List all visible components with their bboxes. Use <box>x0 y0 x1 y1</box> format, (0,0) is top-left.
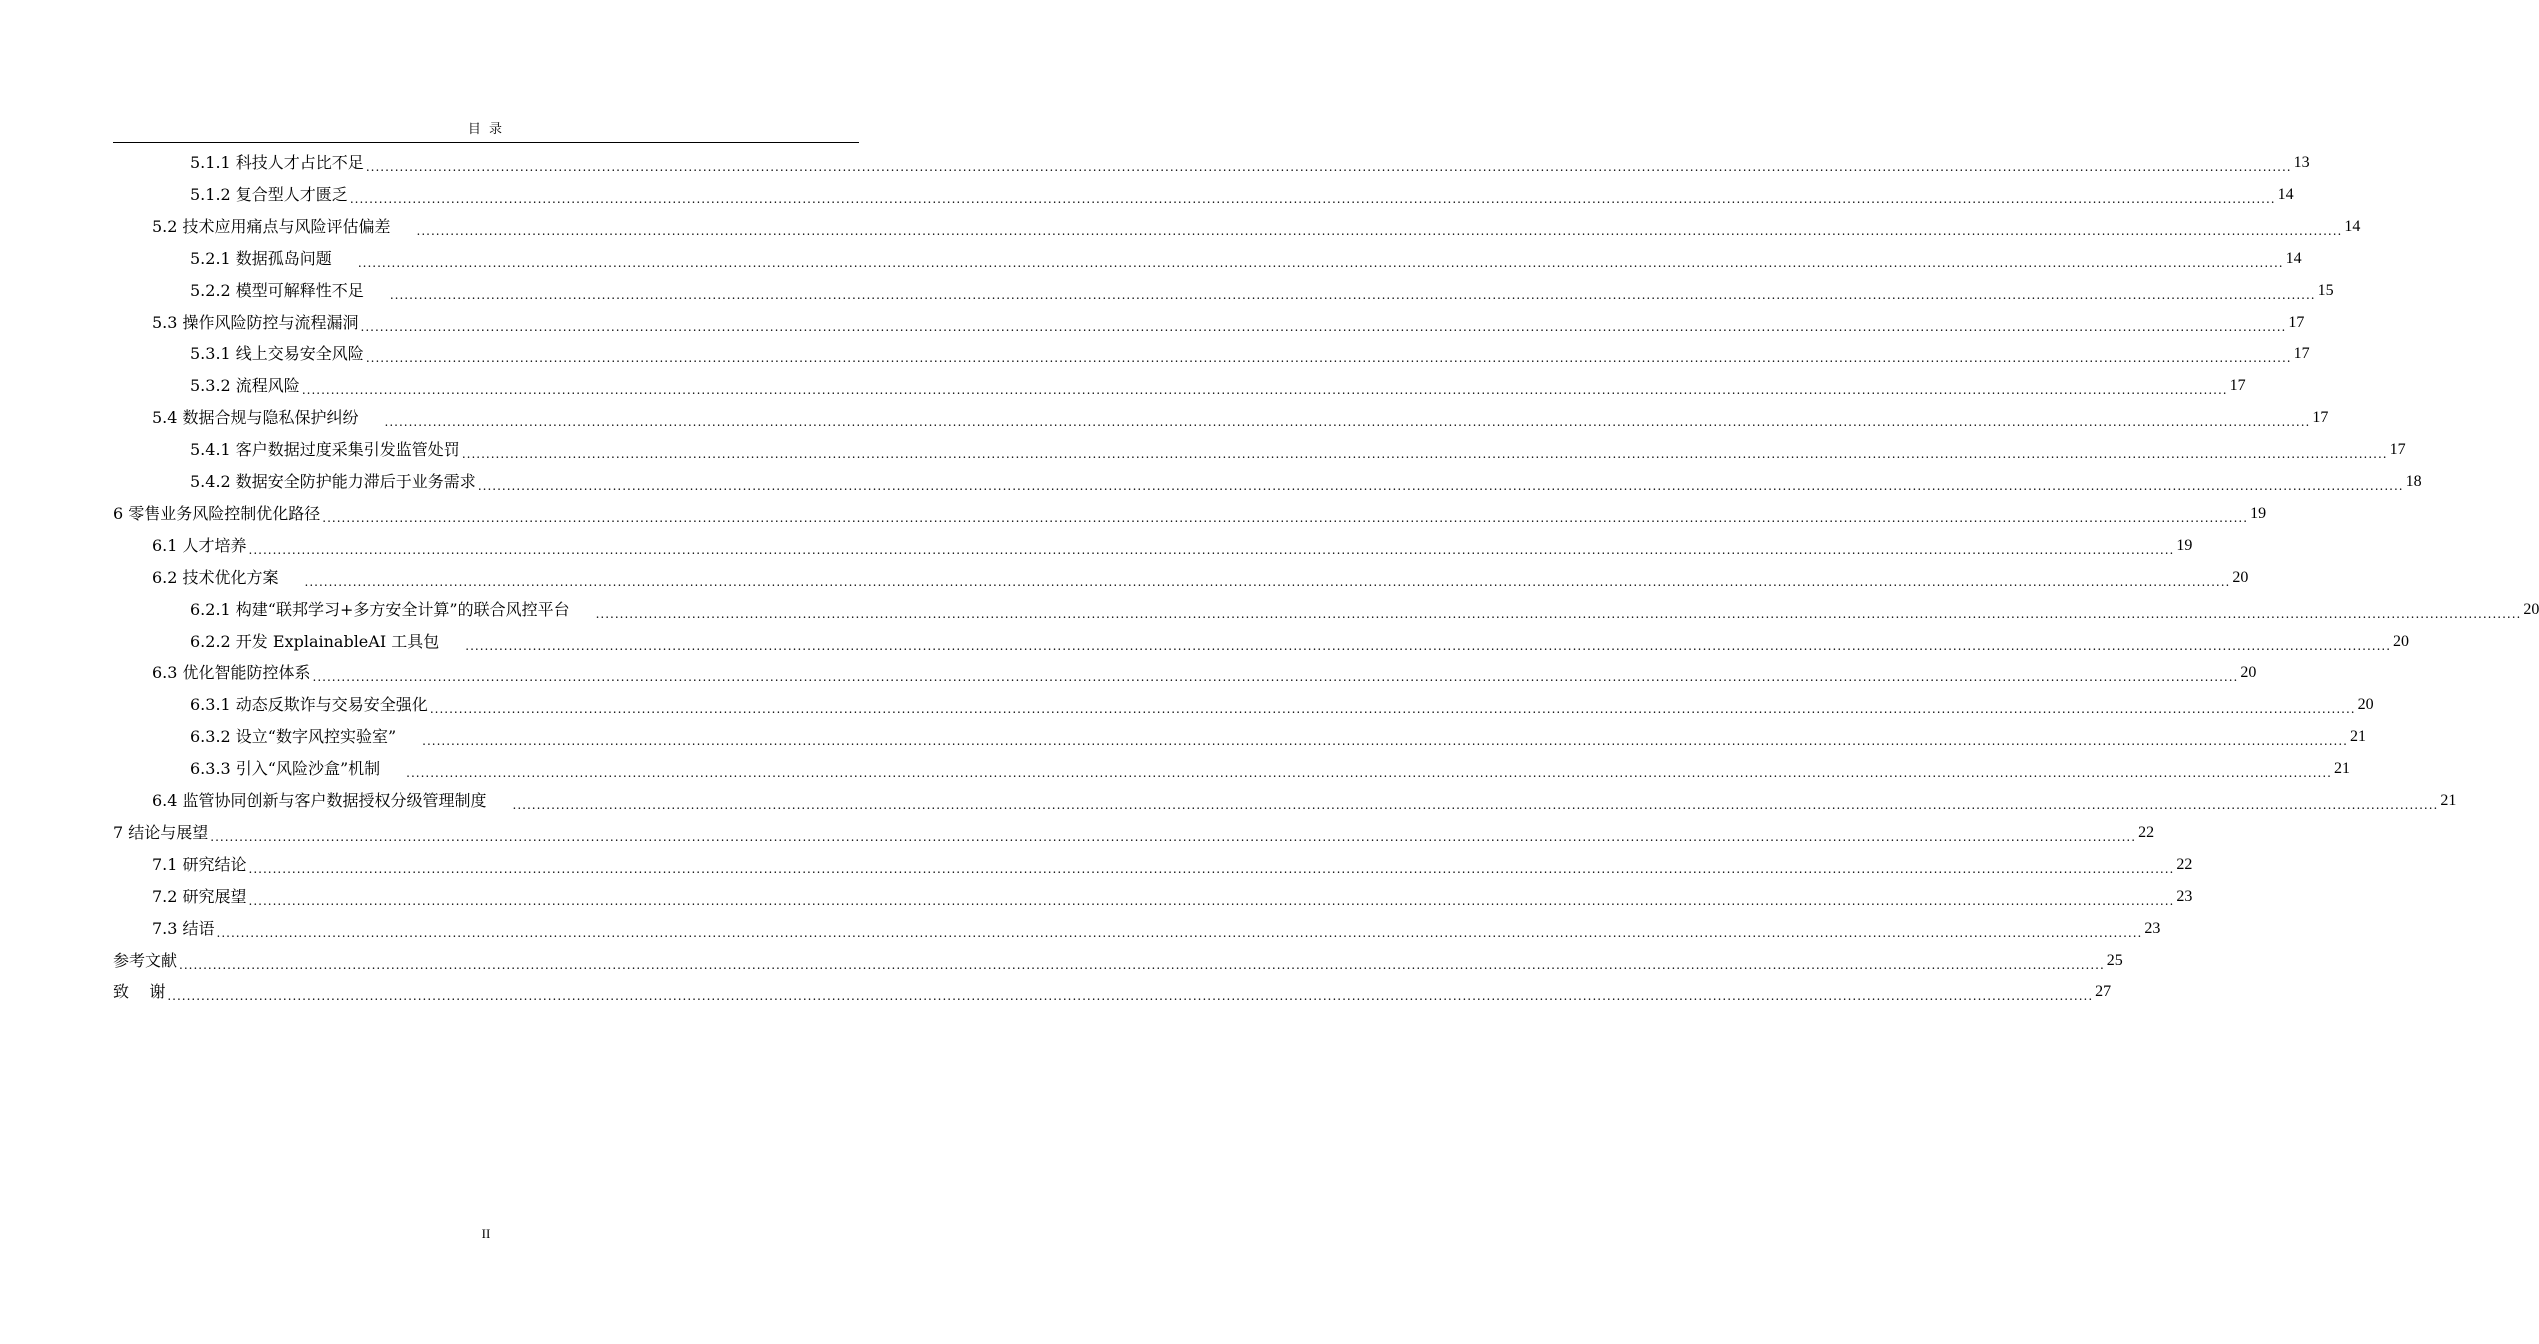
toc-entry-label: 5.3.1 线上交易安全风险 <box>190 344 364 364</box>
toc-leader-dots: ................................................................................................................................................................................................................................................................................................................................................................................................................ <box>357 255 2284 270</box>
toc-entry-label: 5.3.2 流程风险 <box>190 376 300 396</box>
toc-entry-label: 7.3 结语 <box>152 918 215 938</box>
toc-leader-dots: ................................................................................................................................................................................................................................................................................................................................................................................................................ <box>349 191 2276 206</box>
toc-entry-label: 7 结论与展望 <box>113 822 209 842</box>
toc-entry[interactable] <box>152 882 2193 912</box>
toc-entry-page: 23 <box>2144 919 2161 937</box>
toc-entry[interactable] <box>190 180 2294 210</box>
toc-entry-label: 7.1 研究结论 <box>152 854 247 874</box>
toc-leader-dots: ................................................................................................................................................................................................................................................................................................................................................................................................................ <box>304 574 2231 589</box>
toc-entry-label: 致 谢 <box>113 982 166 1002</box>
toc-entry-page: 27 <box>2095 983 2112 1001</box>
toc-entry-page: 20 <box>2523 600 2539 618</box>
toc-entry-label: 6.2 技术优化方案 <box>152 567 279 587</box>
toc-entry-page: 13 <box>2293 154 2310 171</box>
toc-entry-label: 6.3.3 引入“风险沙盒”机制 <box>190 759 381 779</box>
toc-leader-dots: ................................................................................................................................................................................................................................................................................................................................................................................................................ <box>595 606 2522 621</box>
toc-entry[interactable] <box>152 531 2193 561</box>
toc-entry-page: 17 <box>2293 345 2310 363</box>
toc-entry-label: 5.4.1 客户数据过度采集引发监管处罚 <box>190 440 460 460</box>
toc-entry[interactable] <box>190 595 2539 625</box>
toc-entry[interactable] <box>190 244 2302 274</box>
toc-entry-label: 6.3 优化智能防控体系 <box>152 663 311 683</box>
toc-leader-dots: ................................................................................................................................................................................................................................................................................................................................................................................................................ <box>216 925 2143 940</box>
toc-entry-page: 15 <box>2317 281 2334 299</box>
toc-entry[interactable] <box>152 850 2193 880</box>
toc-entry-page: 25 <box>2106 951 2123 969</box>
toc-entry-page: 14 <box>2285 249 2302 267</box>
toc-entry-page: 19 <box>2250 504 2267 522</box>
page-number: II <box>481 1226 491 1241</box>
toc-entry-page: 20 <box>2240 664 2257 682</box>
toc-leader-dots: ................................................................................................................................................................................................................................................................................................................................................................................................................ <box>389 287 2316 302</box>
toc-entry[interactable] <box>152 786 2457 816</box>
toc-entry-label: 6.3.1 动态反欺诈与交易安全强化 <box>190 695 428 715</box>
toc-entry-label: 5.2 技术应用痛点与风险评估偏差 <box>152 216 391 236</box>
toc-entry[interactable] <box>152 914 2161 944</box>
toc-entry-page: 21 <box>2333 760 2350 778</box>
toc-leader-dots: ................................................................................................................................................................................................................................................................................................................................................................................................................ <box>477 479 2404 493</box>
toc-entry-label: 5.4.2 数据安全防护能力滞后于业务需求 <box>190 472 476 491</box>
toc-leader-dots: ................................................................................................................................................................................................................................................................................................................................................................................................................ <box>429 702 2356 717</box>
toc-entry-page: 20 <box>2393 632 2410 650</box>
toc-leader-dots: ................................................................................................................................................................................................................................................................................................................................................................................................................ <box>248 893 2175 908</box>
toc-leader-dots: ................................................................................................................................................................................................................................................................................................................................................................................................................ <box>416 223 2343 238</box>
header-rule <box>113 142 859 143</box>
toc-entry-page: 23 <box>2176 887 2193 905</box>
toc-leader-dots: ................................................................................................................................................................................................................................................................................................................................................................................................................ <box>360 319 2287 334</box>
toc-leader-dots: ................................................................................................................................................................................................................................................................................................................................................................................................................ <box>312 670 2239 685</box>
toc-entry-page: 18 <box>2405 473 2422 490</box>
toc-entry-page: 14 <box>2344 217 2361 235</box>
toc-leader-dots: ................................................................................................................................................................................................................................................................................................................................................................................................................ <box>301 383 2228 398</box>
toc-entry[interactable] <box>190 754 2350 784</box>
toc-entry-page: 14 <box>2277 185 2294 203</box>
toc-entry[interactable] <box>190 339 2310 369</box>
toc-entry[interactable] <box>152 563 2249 593</box>
toc-leader-dots: ................................................................................................................................................................................................................................................................................................................................................................................................................ <box>179 957 2105 972</box>
toc-entry-page: 20 <box>2357 696 2374 714</box>
toc-entry-page: 22 <box>2176 855 2193 873</box>
toc-leader-dots: ................................................................................................................................................................................................................................................................................................................................................................................................................ <box>461 447 2388 462</box>
toc-leader-dots: ................................................................................................................................................................................................................................................................................................................................................................................................................ <box>248 861 2175 876</box>
toc-entry[interactable] <box>152 212 2361 242</box>
toc-entry[interactable] <box>152 308 2305 338</box>
toc-leader-dots: ................................................................................................................................................................................................................................................................................................................................................................................................................ <box>384 415 2311 430</box>
toc-leader-dots: ................................................................................................................................................................................................................................................................................................................................................................................................................ <box>512 798 2439 812</box>
toc-entry[interactable] <box>190 467 2422 497</box>
page-header-title: 目 录 <box>467 122 505 137</box>
toc-entry[interactable] <box>190 148 2310 178</box>
toc-entry[interactable] <box>152 658 2257 688</box>
toc-entry[interactable] <box>113 499 2267 529</box>
toc-entry-label: 5.1.1 科技人才占比不足 <box>190 153 364 172</box>
toc-entry[interactable] <box>113 946 2123 976</box>
toc-entry-page: 17 <box>2288 313 2305 331</box>
toc-entry-label: 参考文献 <box>113 950 178 970</box>
toc-entry-page: 17 <box>2229 377 2246 395</box>
toc-entry-page: 17 <box>2389 441 2406 459</box>
toc-entry-label: 5.4 数据合规与隐私保护纠纷 <box>152 408 359 428</box>
toc-entry[interactable] <box>190 276 2334 306</box>
toc-leader-dots: ................................................................................................................................................................................................................................................................................................................................................................................................................ <box>322 510 2249 525</box>
toc-entry[interactable] <box>190 690 2374 720</box>
toc-entry[interactable] <box>190 722 2366 752</box>
toc-entry-label: 5.2.2 模型可解释性不足 <box>190 280 364 300</box>
toc-entry-label: 6 零售业务风险控制优化路径 <box>113 503 321 523</box>
toc-entry-page: 20 <box>2232 568 2249 586</box>
toc-entry-page: 17 <box>2312 409 2329 427</box>
toc-entry-label: 6.4 监管协同创新与客户数据授权分级管理制度 <box>152 791 487 810</box>
toc-entry[interactable] <box>113 818 2155 848</box>
toc-entry[interactable] <box>190 435 2406 465</box>
toc-entry[interactable] <box>190 627 2410 657</box>
toc-leader-dots: ................................................................................................................................................................................................................................................................................................................................................................................................................ <box>465 638 2392 653</box>
toc-leader-dots: ................................................................................................................................................................................................................................................................................................................................................................................................................ <box>248 542 2175 557</box>
toc-entry-label: 6.1 人才培养 <box>152 535 247 555</box>
toc-entry-page: 21 <box>2440 792 2457 809</box>
toc-entry[interactable] <box>152 403 2329 433</box>
toc-entry-label: 7.2 研究展望 <box>152 886 247 906</box>
toc-entry-label: 6.2.1 构建“联邦学习+多方安全计算”的联合风控平台 <box>190 599 570 619</box>
toc-entry-page: 21 <box>2349 728 2366 746</box>
toc-entry-page: 22 <box>2138 823 2155 841</box>
toc-leader-dots: ................................................................................................................................................................................................................................................................................................................................................................................................................ <box>167 989 2094 1004</box>
toc-entry-label: 5.3 操作风险防控与流程漏洞 <box>152 312 359 332</box>
toc-entry-label: 6.3.2 设立“数字风控实验室” <box>190 727 397 747</box>
toc-entry[interactable] <box>113 977 2112 1007</box>
toc-entry-label: 5.2.1 数据孤岛问题 <box>190 248 332 268</box>
toc-leader-dots: ................................................................................................................................................................................................................................................................................................................................................................................................................ <box>365 351 2292 366</box>
toc-leader-dots: ................................................................................................................................................................................................................................................................................................................................................................................................................ <box>406 766 2332 781</box>
toc-leader-dots: ................................................................................................................................................................................................................................................................................................................................................................................................................ <box>365 160 2292 174</box>
toc-entry-label: 6.2.2 开发 ExplainableAI 工具包 <box>190 631 440 651</box>
toc-entry-page: 19 <box>2176 536 2193 554</box>
toc-entry[interactable] <box>190 371 2246 401</box>
toc-leader-dots: ................................................................................................................................................................................................................................................................................................................................................................................................................ <box>422 734 2348 749</box>
toc-entry-label: 5.1.2 复合型人才匮乏 <box>190 184 348 204</box>
toc-leader-dots: ................................................................................................................................................................................................................................................................................................................................................................................................................ <box>210 829 2137 844</box>
